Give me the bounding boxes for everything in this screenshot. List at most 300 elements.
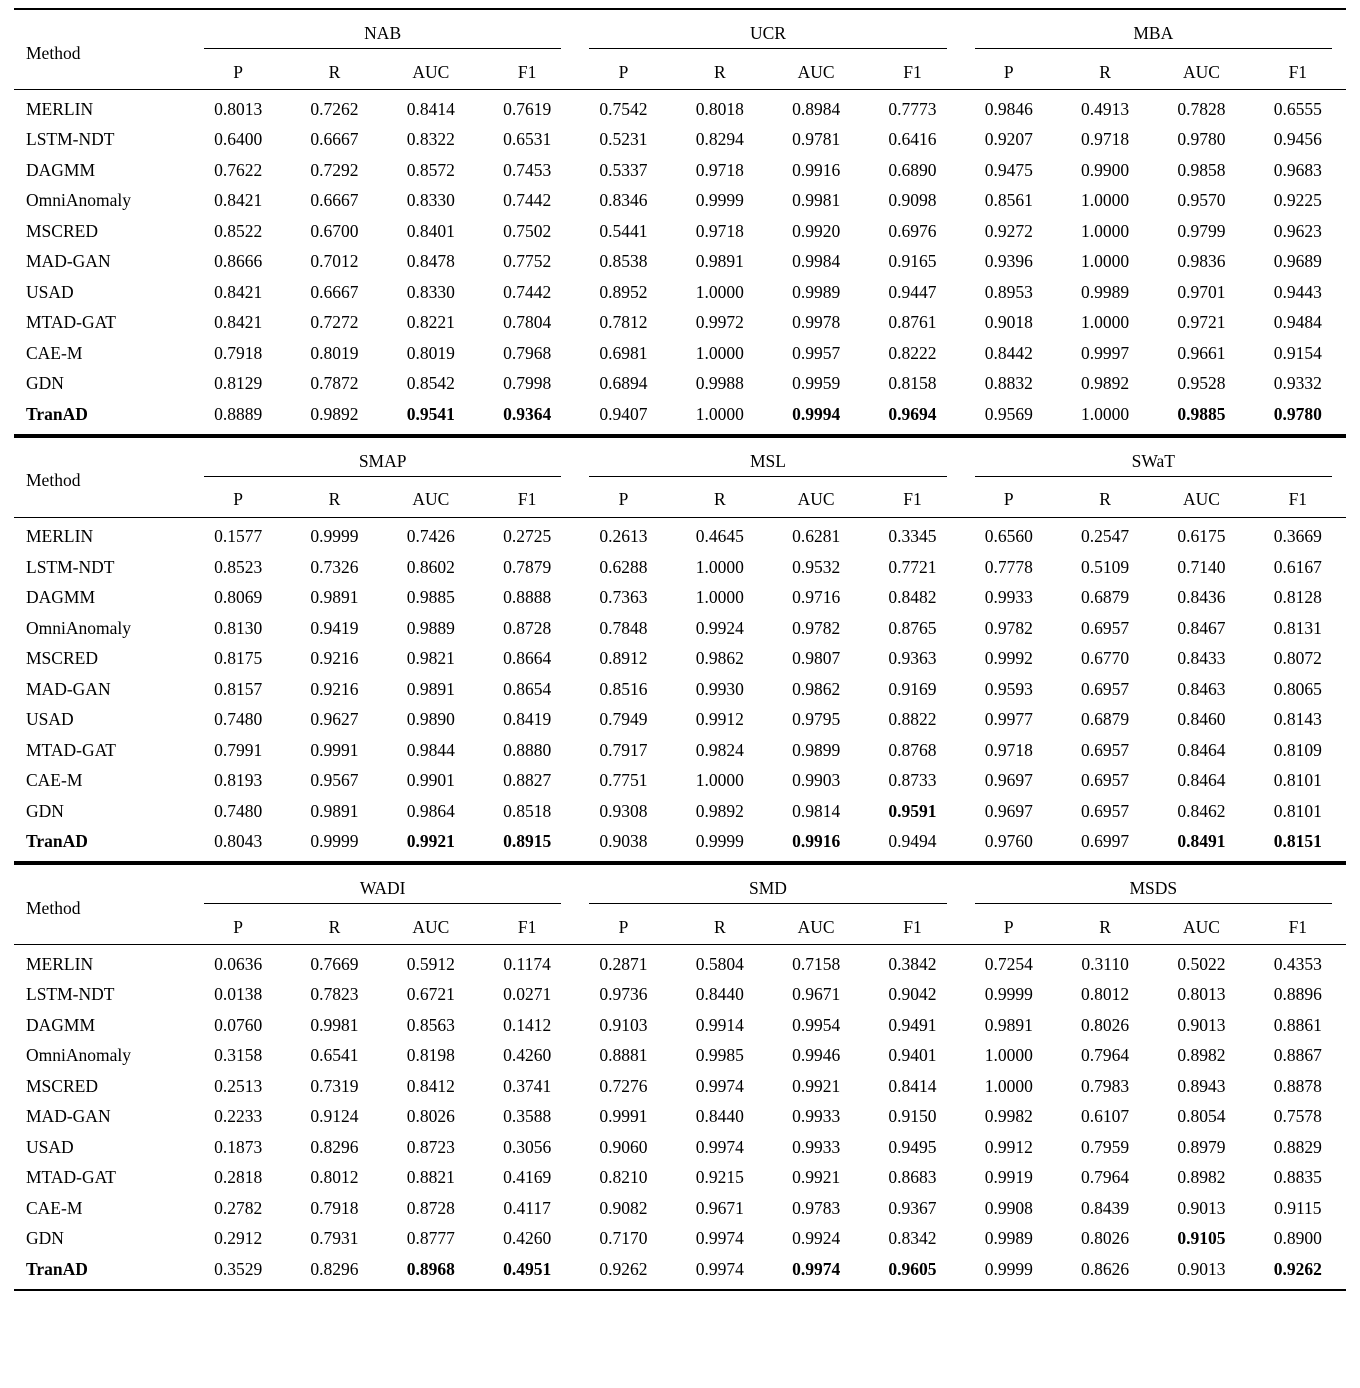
table-cell-value: 0.9782 — [792, 617, 841, 638]
table-cell-value: 0.9272 — [984, 220, 1033, 241]
dataset-group-underline — [589, 476, 946, 477]
table-cell-value: 0.6667 — [310, 281, 359, 302]
metric-header-row — [14, 55, 1346, 90]
table-cell-value: 0.9683 — [1273, 159, 1322, 180]
table-cell-value: 0.7998 — [503, 373, 552, 394]
table-row — [14, 125, 1346, 156]
table-cell-value: 0.8054 — [1177, 1106, 1226, 1127]
table-cell-value: 0.8342 — [888, 1228, 937, 1249]
table-cell-value: 0.6555 — [1273, 98, 1322, 119]
table-cell-value: 0.8439 — [1081, 1197, 1130, 1218]
dataset-group-label: MSL — [749, 450, 786, 471]
table-cell-value: 0.8664 — [503, 648, 552, 669]
table-cell-value: 0.9082 — [599, 1197, 648, 1218]
table-cell-value: 0.6700 — [310, 220, 359, 241]
table-cell-value: 0.8296 — [310, 1136, 359, 1157]
table-row — [14, 1041, 1346, 1072]
table-cell-value: 0.9721 — [1177, 312, 1226, 333]
table-cell-value: 0.9957 — [792, 342, 841, 363]
table-cell-value: 0.6167 — [1273, 556, 1322, 577]
row-method-label: LSTM-NDT — [26, 129, 115, 150]
table-cell-value: 0.9225 — [1273, 190, 1322, 211]
table-cell-value: 0.9697 — [984, 770, 1033, 791]
table-row — [14, 796, 1346, 827]
table-cell-value: 0.2912 — [214, 1228, 263, 1249]
table-cell-value: 0.9262 — [1273, 1258, 1322, 1279]
table-cell-value: 1.0000 — [984, 1075, 1033, 1096]
column-header-metric: F1 — [903, 916, 922, 937]
column-header-metric: AUC — [1182, 61, 1220, 82]
table-cell-value: 0.9216 — [310, 678, 359, 699]
table-cell-value: 0.9671 — [695, 1197, 744, 1218]
table-cell-value: 0.9780 — [1177, 129, 1226, 150]
column-header-metric: P — [618, 61, 629, 82]
table-cell-value: 0.0636 — [214, 953, 263, 974]
table-cell-value: 0.9013 — [1177, 1258, 1226, 1279]
table-cell-value: 0.3345 — [888, 526, 937, 547]
table-cell-value: 0.9891 — [984, 1014, 1033, 1035]
table-cell-value: 0.4117 — [503, 1197, 551, 1218]
table-cell-value: 0.7622 — [214, 159, 263, 180]
table-cell-value: 0.6879 — [1081, 709, 1130, 730]
table-cell-value: 0.7964 — [1081, 1045, 1130, 1066]
table-cell-value: 0.9974 — [695, 1228, 744, 1249]
table-cell-value: 0.7442 — [503, 281, 552, 302]
table-cell-value: 0.7773 — [888, 98, 937, 119]
table-cell-value: 0.9528 — [1177, 373, 1226, 394]
table-cell-value: 0.3669 — [1273, 526, 1322, 547]
table-cell-value: 0.8421 — [214, 281, 263, 302]
row-method-label: OmniAnomaly — [26, 1045, 131, 1066]
table-cell-value: 0.9701 — [1177, 281, 1226, 302]
table-cell-value: 0.9215 — [695, 1167, 744, 1188]
table-row — [14, 1193, 1346, 1224]
table-cell-value: 0.8043 — [214, 831, 263, 852]
table-cell-value: 0.8460 — [1177, 709, 1226, 730]
table-cell-value: 0.8131 — [1273, 617, 1322, 638]
table-cell-value: 0.6721 — [406, 984, 455, 1005]
table-cell-value: 0.7991 — [214, 739, 263, 760]
table-cell-value: 0.1577 — [214, 526, 263, 547]
metric-header-row — [14, 483, 1346, 518]
table-row — [14, 949, 1346, 980]
table-cell-value: 0.9974 — [792, 1258, 841, 1279]
table-cell-value: 0.9989 — [792, 281, 841, 302]
table-cell-value: 0.8478 — [406, 251, 455, 272]
table-cell-value: 0.4260 — [503, 1228, 552, 1249]
table-cell-value: 0.4353 — [1273, 953, 1322, 974]
table-cell-value: 0.9165 — [888, 251, 937, 272]
table-cell-value: 0.9367 — [888, 1197, 937, 1218]
column-header-metric: R — [713, 916, 726, 937]
table-row — [14, 1132, 1346, 1163]
table-row — [14, 1102, 1346, 1133]
table-cell-value: 0.9760 — [984, 831, 1033, 852]
table-cell-value: 0.9308 — [599, 800, 648, 821]
table-cell-value: 0.7326 — [310, 556, 359, 577]
table-row — [14, 1224, 1346, 1255]
table-cell-value: 0.7442 — [503, 190, 552, 211]
row-method-label: CAE-M — [26, 342, 83, 363]
group-header-row — [14, 445, 1346, 483]
table-cell-value: 0.7140 — [1177, 556, 1226, 577]
table-cell-value: 0.9494 — [888, 831, 937, 852]
table-cell-value: 0.9912 — [984, 1136, 1033, 1157]
dataset-group-label: SMAP — [358, 450, 407, 471]
table-cell-value: 0.5022 — [1177, 953, 1226, 974]
table-cell-value: 0.7931 — [310, 1228, 359, 1249]
table-cell-value: 0.3842 — [888, 953, 937, 974]
table-cell-value: 0.9718 — [695, 159, 744, 180]
table-cell-value: 0.7848 — [599, 617, 648, 638]
table-cell-value: 0.9569 — [984, 403, 1033, 424]
table-cell-value: 0.9989 — [984, 1228, 1033, 1249]
column-header-method — [14, 445, 190, 518]
spacer-row — [14, 10, 1346, 17]
table-blocks-container — [14, 8, 1346, 1291]
table-cell-value: 0.8464 — [1177, 770, 1226, 791]
table-cell-value: 0.5441 — [599, 220, 648, 241]
table-cell-value: 0.9924 — [792, 1228, 841, 1249]
row-method-label: LSTM-NDT — [26, 984, 115, 1005]
table-cell-value: 0.7363 — [599, 587, 648, 608]
table-cell-value: 0.9532 — [792, 556, 841, 577]
column-header-metric: F1 — [903, 489, 922, 509]
table-cell-value: 0.4169 — [503, 1167, 552, 1188]
row-method-label: GDN — [26, 373, 64, 394]
table-cell-value: 0.9988 — [695, 373, 744, 394]
spacer-row — [14, 865, 1346, 872]
dataset-group-label: SMD — [749, 878, 787, 898]
dataset-group-header — [190, 872, 575, 910]
row-method-label: DAGMM — [26, 159, 96, 180]
table-cell-value: 0.9570 — [1177, 190, 1226, 211]
table-cell-value: 0.9984 — [792, 251, 841, 272]
table-cell-value: 0.9169 — [888, 678, 937, 699]
column-header-metric: P — [1003, 916, 1014, 937]
table-cell-value: 0.9807 — [792, 648, 841, 669]
table-cell-value: 0.3741 — [503, 1075, 552, 1096]
table-cell-value: 0.8296 — [310, 1258, 359, 1279]
column-header-metric: F1 — [1288, 916, 1308, 937]
table-cell-value: 0.9567 — [310, 770, 359, 791]
table-cell-value: 0.8900 — [1273, 1228, 1322, 1249]
table-cell-value: 0.0271 — [503, 984, 552, 1005]
table-cell-value: 0.1412 — [503, 1014, 552, 1035]
table-cell-value: 0.7964 — [1081, 1167, 1130, 1188]
table-cell-value: 0.9846 — [984, 98, 1033, 119]
table-cell-value: 0.8666 — [214, 251, 263, 272]
table-cell-value: 0.8522 — [214, 220, 263, 241]
table-cell-value: 0.9475 — [984, 159, 1033, 180]
metric-header-row — [14, 910, 1346, 945]
dataset-group-underline — [975, 476, 1332, 477]
table-cell-value: 0.2547 — [1081, 526, 1130, 547]
table-cell-value: 0.9491 — [888, 1014, 937, 1035]
row-method-label: GDN — [26, 800, 64, 821]
table-cell-value: 0.8109 — [1273, 739, 1322, 760]
table-cell-value: 0.8982 — [1177, 1167, 1226, 1188]
column-header-method-label: Method — [26, 42, 81, 63]
table-cell-value: 0.7542 — [599, 98, 648, 119]
table-cell-value: 0.9013 — [1177, 1197, 1226, 1218]
table-cell-value: 0.9889 — [406, 617, 455, 638]
table-cell-value: 0.8878 — [1273, 1075, 1322, 1096]
table-cell-value: 0.7158 — [792, 953, 841, 974]
table-row — [14, 1010, 1346, 1041]
table-cell-value: 0.9954 — [792, 1014, 841, 1035]
table-cell-value: 1.0000 — [695, 587, 744, 608]
table-cell-value: 0.9921 — [792, 1075, 841, 1096]
table-cell-value: 0.8542 — [406, 373, 455, 394]
column-header-metric: R — [1099, 61, 1111, 82]
table-cell-value: 0.9908 — [984, 1197, 1033, 1218]
table-rule-bottom — [14, 1290, 1346, 1291]
row-method-label: TranAD — [26, 831, 88, 852]
table-cell-value: 0.3158 — [214, 1045, 263, 1066]
table-cell-value: 0.7502 — [503, 220, 552, 241]
table-cell-value: 0.8421 — [214, 190, 263, 211]
table-cell-value: 0.5109 — [1081, 556, 1130, 577]
column-header-metric: R — [328, 916, 341, 937]
table-cell-value: 0.8723 — [406, 1136, 455, 1157]
table-cell-value: 0.8482 — [888, 587, 937, 608]
table-cell-value: 0.8436 — [1177, 587, 1226, 608]
table-cell-value: 0.8433 — [1177, 648, 1226, 669]
table-cell-value: 0.9999 — [310, 526, 359, 547]
table-cell-value: 0.9105 — [1177, 1228, 1226, 1249]
table-cell-value: 0.8761 — [888, 312, 937, 333]
table-cell-value: 0.7578 — [1273, 1106, 1322, 1127]
dataset-group-header — [575, 872, 960, 910]
table-cell-value: 0.8128 — [1273, 587, 1322, 608]
column-header-metric: P — [1003, 61, 1014, 82]
table-cell-value: 0.9892 — [695, 800, 744, 821]
table-cell-value: 0.8626 — [1081, 1258, 1130, 1279]
table-cell-value: 0.8728 — [503, 617, 552, 638]
table-cell-value: 0.8072 — [1273, 648, 1322, 669]
table-cell-value: 0.8827 — [503, 770, 552, 791]
table-cell-value: 0.8563 — [406, 1014, 455, 1035]
table-cell-value: 0.7828 — [1177, 98, 1226, 119]
table-cell-value: 0.9901 — [406, 770, 455, 791]
column-header-metric: R — [1099, 489, 1111, 509]
table-cell-value: 0.9038 — [599, 831, 648, 852]
table-cell-value: 0.6541 — [310, 1045, 359, 1066]
table-cell-value: 0.9694 — [888, 403, 937, 424]
table-cell-value: 0.9885 — [406, 587, 455, 608]
row-method-label: OmniAnomaly — [26, 190, 131, 211]
table-cell-value: 0.9780 — [1273, 403, 1322, 424]
table-cell-value: 0.9999 — [984, 1258, 1033, 1279]
table-cell-value: 0.0760 — [214, 1014, 263, 1035]
row-method-label: USAD — [26, 281, 74, 302]
table-cell-value: 0.9419 — [310, 617, 359, 638]
table-cell-value: 0.9912 — [695, 709, 744, 730]
row-method-label: GDN — [26, 1228, 64, 1249]
table-cell-value: 0.9013 — [1177, 1014, 1226, 1035]
table-cell-value: 0.8412 — [406, 1075, 455, 1096]
row-method-label: CAE-M — [26, 1197, 83, 1218]
table-cell-value: 0.9916 — [792, 159, 841, 180]
table-cell-value: 0.9891 — [310, 800, 359, 821]
table-cell-value: 0.8523 — [214, 556, 263, 577]
dataset-group-label: MBA — [1133, 23, 1174, 43]
column-header-metric: F1 — [1288, 489, 1308, 509]
row-method-label: TranAD — [26, 403, 88, 424]
table-cell-value: 0.8026 — [1081, 1014, 1130, 1035]
table-cell-value: 0.9981 — [310, 1014, 359, 1035]
table-cell-value: 0.8175 — [214, 648, 263, 669]
table-cell-value: 0.9892 — [310, 403, 359, 424]
dataset-group-header — [575, 445, 960, 483]
table-cell-value: 0.7949 — [599, 709, 648, 730]
table-cell-value: 0.8019 — [310, 342, 359, 363]
column-header-metric: AUC — [1182, 489, 1220, 509]
table-row — [14, 186, 1346, 217]
table-cell-value: 0.9783 — [792, 1197, 841, 1218]
table-cell-value: 0.9332 — [1273, 373, 1322, 394]
table-cell-value: 1.0000 — [695, 770, 744, 791]
row-method-label: MTAD-GAT — [26, 739, 116, 760]
table-cell-value: 0.9890 — [406, 709, 455, 730]
table-cell-value: 0.9903 — [792, 770, 841, 791]
table-cell-value: 0.8728 — [406, 1197, 455, 1218]
table-cell-value: 0.9795 — [792, 709, 841, 730]
table-cell-value: 0.7426 — [406, 526, 455, 547]
table-cell-value: 0.4645 — [695, 526, 744, 547]
column-header-metric: AUC — [797, 916, 835, 937]
table-cell-value: 0.8130 — [214, 617, 263, 638]
table-cell-value: 0.7823 — [310, 984, 359, 1005]
table-cell-value: 0.9821 — [406, 648, 455, 669]
row-method-label: MTAD-GAT — [26, 312, 116, 333]
table-cell-value: 0.9443 — [1273, 281, 1322, 302]
table-cell-value: 0.9689 — [1273, 251, 1322, 272]
table-cell-value: 0.8464 — [1177, 739, 1226, 760]
table-cell-value: 0.7778 — [984, 556, 1033, 577]
column-header-metric: AUC — [1182, 916, 1220, 937]
table-cell-value: 0.6667 — [310, 129, 359, 150]
column-header-method — [14, 17, 190, 90]
table-cell-value: 0.9718 — [984, 739, 1033, 760]
table-row — [14, 705, 1346, 736]
dataset-group-underline — [975, 48, 1332, 49]
row-method-label: MSCRED — [26, 648, 98, 669]
spacer-row — [14, 438, 1346, 445]
table-cell-value: 0.9098 — [888, 190, 937, 211]
table-cell-value: 0.7012 — [310, 251, 359, 272]
column-header-method — [14, 872, 190, 945]
table-cell-value: 0.9916 — [792, 831, 841, 852]
table-cell-value: 0.8198 — [406, 1045, 455, 1066]
table-cell-value: 0.6770 — [1081, 648, 1130, 669]
column-header-metric: P — [233, 916, 244, 937]
table-row — [14, 613, 1346, 644]
table-cell-value: 0.9891 — [310, 587, 359, 608]
row-method-label: DAGMM — [26, 587, 96, 608]
table-cell-value: 1.0000 — [695, 403, 744, 424]
table-cell-value: 0.9974 — [695, 1258, 744, 1279]
table-cell-value: 0.7619 — [503, 98, 552, 119]
table-cell-value: 0.9994 — [792, 403, 841, 424]
column-header-metric: AUC — [412, 61, 450, 82]
table-cell-value: 0.5231 — [599, 129, 648, 150]
table-cell-value: 0.2613 — [599, 526, 648, 547]
table-cell-value: 0.4260 — [503, 1045, 552, 1066]
table-cell-value: 1.0000 — [1081, 403, 1130, 424]
table-cell-value: 0.9992 — [984, 648, 1033, 669]
table-row — [14, 216, 1346, 247]
table-cell-value: 0.6531 — [503, 129, 552, 150]
column-header-metric: AUC — [412, 489, 450, 509]
table-cell-value: 0.2725 — [503, 526, 552, 547]
row-method-label: TranAD — [26, 1258, 88, 1279]
row-method-label: MERLIN — [26, 98, 94, 119]
table-cell-value: 0.7872 — [310, 373, 359, 394]
table-row — [14, 399, 1346, 430]
table-cell-value: 0.9364 — [503, 403, 552, 424]
table-cell-value: 0.9933 — [792, 1136, 841, 1157]
table-cell-value: 0.2233 — [214, 1106, 263, 1127]
table-cell-value: 0.8101 — [1273, 770, 1322, 791]
table-cell-value: 0.9930 — [695, 678, 744, 699]
row-method-label: USAD — [26, 1136, 74, 1157]
table-cell-value: 0.9919 — [984, 1167, 1033, 1188]
column-header-metric: R — [1099, 916, 1111, 937]
table-cell-value: 0.6957 — [1081, 739, 1130, 760]
table-cell-value: 0.8538 — [599, 251, 648, 272]
table-cell-value: 0.9933 — [792, 1106, 841, 1127]
table-cell-value: 0.9921 — [792, 1167, 841, 1188]
table-row — [14, 552, 1346, 583]
column-header-metric: P — [618, 489, 629, 509]
column-header-metric: R — [328, 61, 341, 82]
table-cell-value: 0.8829 — [1273, 1136, 1322, 1157]
table-cell-value: 0.7669 — [310, 953, 359, 974]
dataset-group-header — [961, 445, 1346, 483]
table-cell-value: 0.9495 — [888, 1136, 937, 1157]
dataset-group-label: MSDS — [1129, 878, 1178, 898]
table-cell-value: 0.8463 — [1177, 678, 1226, 699]
table-row — [14, 766, 1346, 797]
table-cell-value: 0.8013 — [214, 98, 263, 119]
table-row — [14, 338, 1346, 369]
table-cell-value: 0.8440 — [695, 1106, 744, 1127]
table-cell-value: 0.1873 — [214, 1136, 263, 1157]
column-header-metric: AUC — [797, 61, 835, 82]
table-cell-value: 0.6879 — [1081, 587, 1130, 608]
dataset-group-label: WADI — [359, 878, 406, 898]
table-cell-value: 0.8968 — [406, 1258, 455, 1279]
table-cell-value: 0.8101 — [1273, 800, 1322, 821]
table-cell-value: 0.9407 — [599, 403, 648, 424]
table-row — [14, 1163, 1346, 1194]
table-cell-value: 0.9982 — [984, 1106, 1033, 1127]
table-cell-value: 0.6175 — [1177, 526, 1226, 547]
table-cell-value: 0.8012 — [310, 1167, 359, 1188]
results-table-block — [14, 863, 1346, 1291]
table-cell-value: 0.8912 — [599, 648, 648, 669]
table-cell-value: 0.8768 — [888, 739, 937, 760]
table-cell-value: 0.8561 — [984, 190, 1033, 211]
table-cell-value: 0.9593 — [984, 678, 1033, 699]
table-cell-value: 0.8414 — [888, 1075, 937, 1096]
table-cell-value: 0.6957 — [1081, 678, 1130, 699]
table-cell-value: 0.9716 — [792, 587, 841, 608]
dataset-group-label: NAB — [364, 23, 402, 43]
table-cell-value: 0.9363 — [888, 648, 937, 669]
